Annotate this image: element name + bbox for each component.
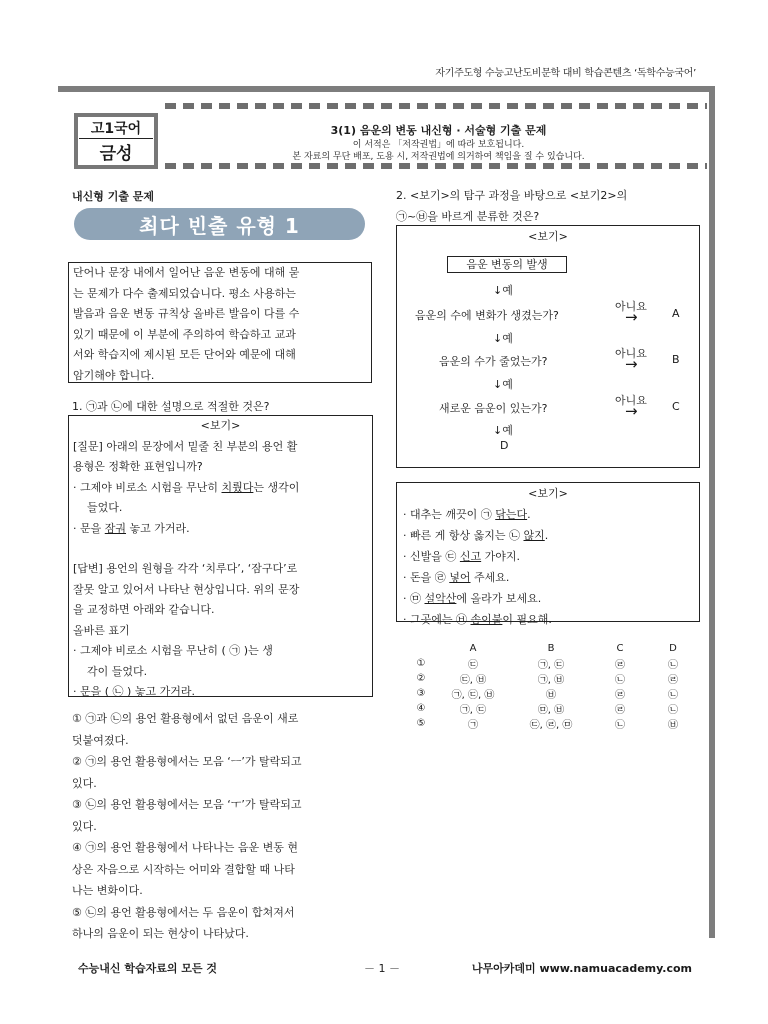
copyright-line-2: 본 자료의 무단 배포, 도용 시, 저작권법에 의거하여 책임을 질 수 있습니다. [292,152,585,162]
option-line: 상은 자음으로 시작하는 어미와 결합할 때 나타 [72,862,295,876]
dashed-rule-bottom [165,163,707,169]
question-1-options [72,708,376,945]
flow-label-c: C [672,400,680,413]
badge-publisher: 금성 [99,144,133,164]
flow-yes-1: ↓예 [493,284,513,297]
option-line: ⑤ ㉡의 용언 활용형에서는 두 음운이 합쳐져서 [72,905,295,919]
underlined-word: 설악산 [424,592,457,605]
intro-line: 단어나 문장 내에서 일어난 음운 변동에 대해 묻 [73,266,300,279]
corrected-sentence-2: · 문을 ( ㉡ ) 놓고 가거라. [73,685,195,698]
copyright-line-1: 이 서적은 「저작권법」에 따라 보호됩니다. [352,140,525,150]
question-2-example-box [396,482,700,626]
intro-line: 서와 학습지에 제시된 모든 단어와 예문에 대해 [73,348,296,361]
flow-question-b: 음운의 수가 줄었는가? [439,355,548,368]
question-1-box [68,415,373,697]
page-number: － 1 － [364,962,400,975]
flow-label-a: A [672,307,680,320]
intro-line: 암기해야 합니다. [73,368,155,382]
flow-no-b: 아니요 [615,347,647,360]
flow-question-a: 음운의 수에 변화가 생겼는가? [415,309,559,322]
example-item: · 돈을 ㉣ 넣어 주세요. [403,571,510,584]
grade-badge [74,113,158,169]
question-2-stem-2: ㉠~㉥을 바르게 분류한 것은? [396,210,540,223]
flow-no-c: 아니요 [615,394,647,407]
dashed-rule-top [165,103,707,109]
example-item: · 신발을 ㉢ 신고 가야지. [403,550,521,563]
underlined-word: 치뤘다 [221,480,254,494]
underlined-word: 신고 [459,550,482,563]
arrow-right-icon: → [625,355,638,373]
answer-text: [답변] 용언의 원형을 각각 ‘치루다’, ‘잠구다’로 [73,562,298,575]
box-caption: <보기> [200,419,241,432]
option-line: 덧붙여졌다. [72,733,129,747]
example-item: · 대추는 깨끗이 ㉠ 닦는다. [403,508,531,521]
footer-brand: 나무아카데미 www.namuacademy.com [471,962,692,975]
section-label: 내신형 기출 문제 [72,190,155,203]
footer-tagline: 수능내신 학습자료의 모든 것 [78,962,217,975]
table-row: ② ㉢, ㉥ ㉠, ㉥ ㉡ ㉣ [416,673,678,686]
option-line: 나는 변화이다. [72,884,143,897]
option-line: ② ㉠의 용언 활용형에서는 모음 ‘ㅡ’가 탈락되고 [72,755,302,768]
underlined-word: 넣어 [449,571,471,584]
question-2-stem-1: 2. <보기>의 탐구 과정을 바탕으로 <보기2>의 [396,189,628,202]
page-title: 3(1) 음운의 변동 내신형 · 서술형 기출 문제 [330,124,547,137]
corrected-sentence-1: · 그제야 비로소 시험을 무난히 ( ㉠ )는 생 [73,644,273,657]
example-item: · 빠른 게 항상 옳지는 ㉡ 않지. [403,529,549,542]
option-line: 있다. [72,776,97,790]
option-line: 있다. [72,819,97,833]
flow-yes-4: ↓예 [493,424,513,437]
series-title: 자기주도형 수능고난도비문학 대비 학습콘텐츠 ‘독학수능국어’ [435,68,696,79]
flow-start: 음운 변동의 발생 [447,256,567,273]
flow-label-b: B [672,353,680,366]
flow-yes-2: ↓예 [493,332,513,345]
question-text: [질문] 아래의 문장에서 밑줄 친 부분의 용언 활 [73,439,298,453]
top-border-bar [58,86,715,92]
question-1-stem: 1. ㉠과 ㉡에 대한 설명으로 적절한 것은? [72,400,270,413]
example-sentence-1: · 그제야 비로소 시험을 무난히 치뤘다는 생각이 [73,480,300,494]
table-header-row: A B C D [469,643,677,654]
section-banner: 최다 빈출 유형 1 [74,208,365,240]
box-caption: <보기> [528,487,568,500]
question-text: 용형은 정확한 표현입니까? [73,460,203,473]
underlined-word: 솜이불 [470,613,503,626]
intro-box [68,262,372,383]
box-caption: <보기> [528,230,568,243]
answer-text: 을 교정하면 아래와 같습니다. [73,603,215,616]
intro-line: 는 문제가 다수 출제되었습니다. 평소 사용하는 [73,286,296,300]
option-line: ③ ㉡의 용언 활용형에서는 모음 ‘ㅜ’가 탈락되고 [72,798,302,811]
badge-grade: 고1국어 [79,118,153,139]
correct-label: 올바른 표기 [73,623,130,637]
example-item: · 그곳에는 ㉥ 솜이불이 필요해. [403,613,552,626]
underlined-word: 않지 [523,529,545,542]
example-sentence-2: · 문을 잠궈 놓고 가거라. [73,521,190,535]
flowchart-box [396,225,700,468]
flow-no-a: 아니요 [615,300,647,313]
underlined-word: 닦는다 [495,508,528,521]
option-line: 하나의 음운이 되는 현상이 나타났다. [72,927,249,940]
example-sentence-1-cont: 들었다. [87,501,123,514]
intro-line: 발음과 음운 변동 규칙상 올바른 발음이 다를 수 [73,307,300,320]
right-border-bar [709,86,715,938]
corrected-sentence-1-cont: 각이 들었다. [87,664,148,678]
table-row: ④ ㉠, ㉢ ㉤, ㉥ ㉣ ㉡ [416,703,678,716]
underlined-word: 잠궈 [104,521,127,535]
table-row: ① ㉢ ㉠, ㉢ ㉣ ㉡ [416,658,678,671]
arrow-right-icon: → [625,308,638,326]
example-item: · ㉤ 설악산에 올라가 보세요. [403,592,542,605]
table-row: ③ ㉠, ㉢, ㉥ ㉥ ㉣ ㉡ [416,688,678,701]
table-row: ⑤ ㉠ ㉢, ㉣, ㉤ ㉡ ㉥ [416,718,678,731]
answer-text: 잘못 알고 있어서 나타난 현상입니다. 위의 문장 [73,582,300,596]
answer-choice-table [404,641,700,731]
option-line: ④ ㉠의 용언 활용형에서 나타나는 음운 변동 현 [72,841,298,854]
arrow-right-icon: → [625,402,638,420]
option-line: ① ㉠과 ㉡의 용언 활용형에서 없던 음운이 새로 [72,712,299,725]
flow-yes-3: ↓예 [493,378,513,391]
flow-question-c: 새로운 음운이 있는가? [439,402,548,415]
flow-label-d: D [500,439,509,452]
intro-line: 있기 때문에 이 부분에 주의하여 학습하고 교과 [73,327,296,341]
